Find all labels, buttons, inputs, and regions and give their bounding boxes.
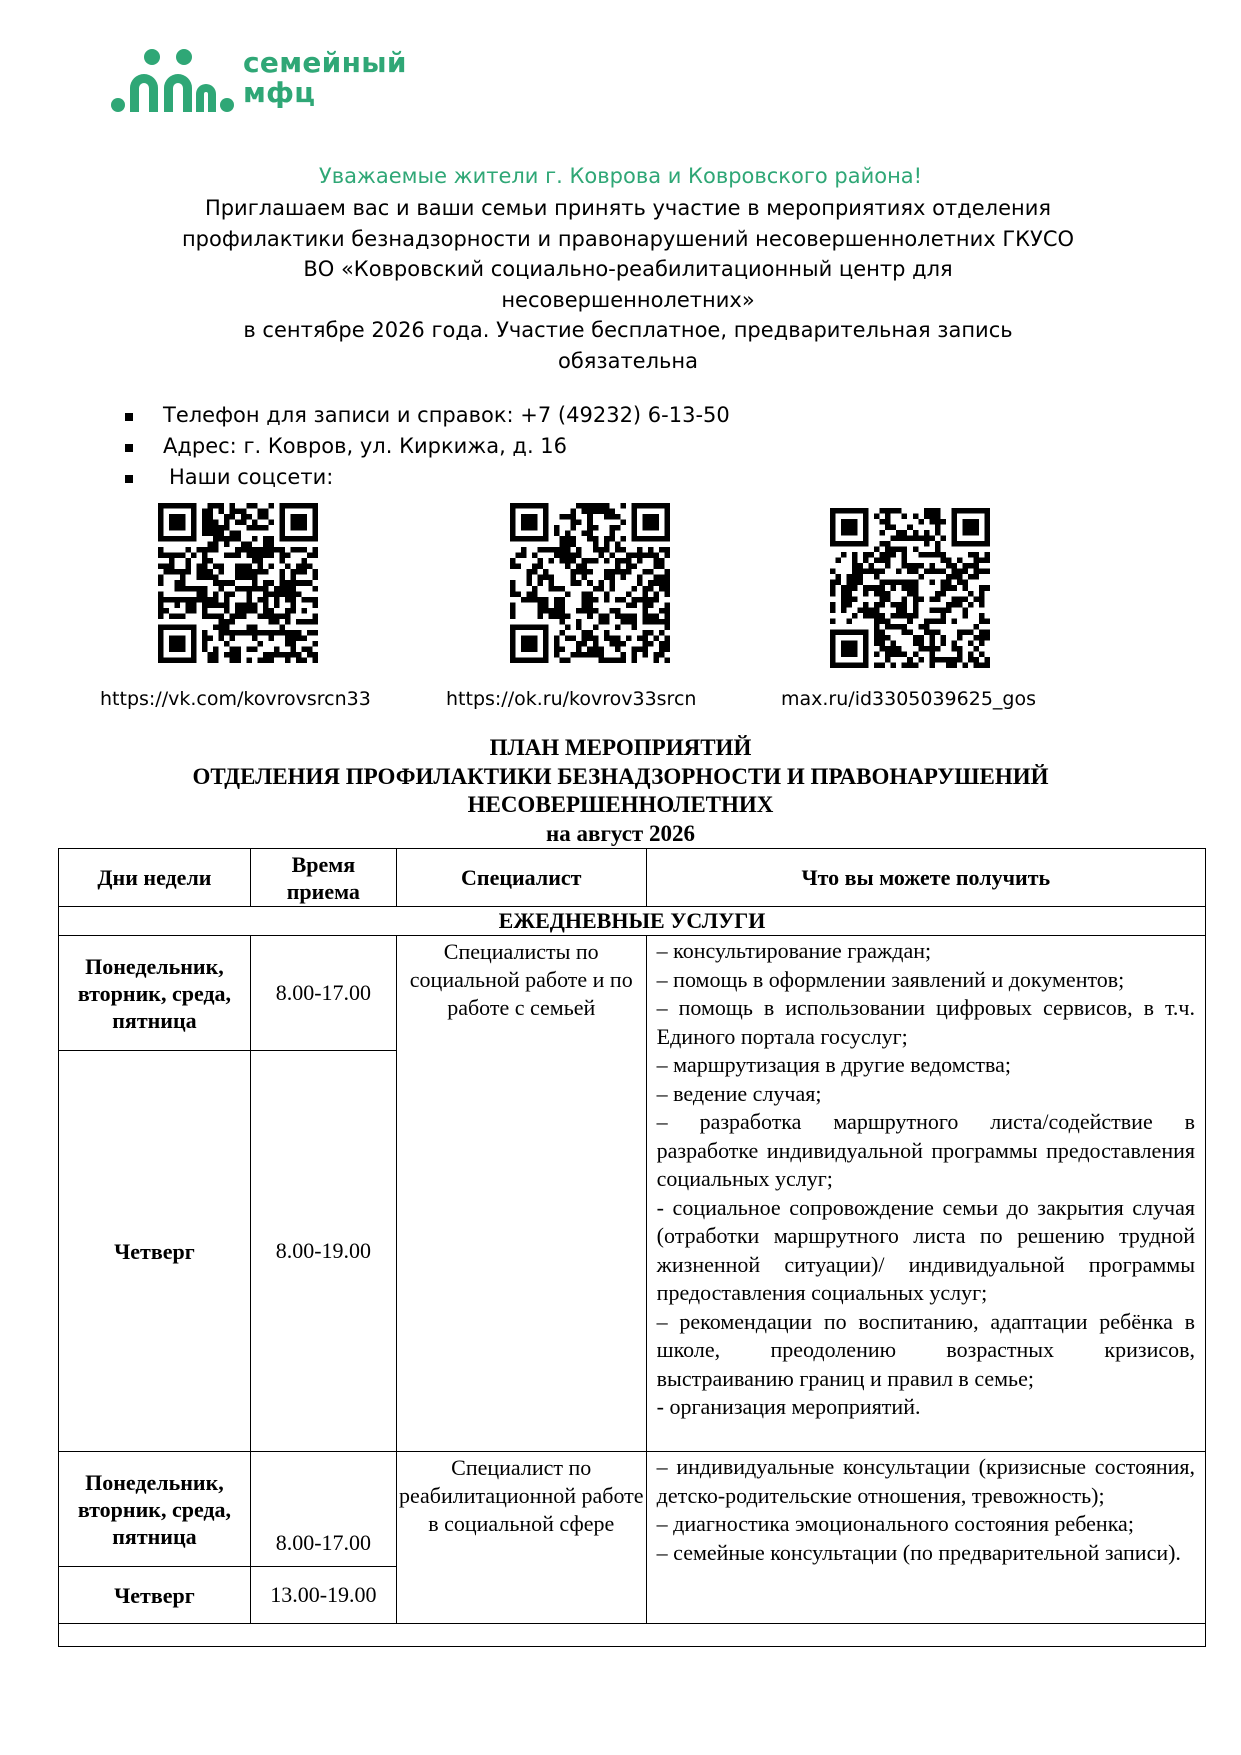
bullet-icon [125, 413, 133, 421]
service-item: – маршрутизация в другие ведомства; [656, 1052, 1012, 1077]
address-label: Адрес: [163, 434, 237, 458]
empty-row [59, 1624, 1206, 1647]
phone-value[interactable]: +7 (49232) 6-13-50 [513, 403, 730, 427]
days-cell: Четверг [59, 1567, 251, 1624]
vk-link[interactable]: https://vk.com/kovrovsrcn33 [100, 688, 371, 710]
time-cell: 8.00-17.00 [250, 1452, 396, 1567]
intro-line: ВО «Ковровский социально-реабилитационный центр для [303, 257, 953, 281]
greeting: Уважаемые жители г. Коврова и Ковровского района! [318, 164, 923, 188]
contacts-list [125, 400, 730, 493]
table-row [59, 1452, 1206, 1567]
column-header-time: Время приема [250, 849, 396, 907]
service-item: - организация мероприятий. [656, 1394, 921, 1419]
plan-title-line: ОТДЕЛЕНИЯ ПРОФИЛАКТИКИ БЕЗНАДЗОРНОСТИ И ПРАВОНАРУШЕНИЙ [192, 763, 1049, 789]
family-logo-icon [110, 48, 235, 114]
contact-phone [125, 400, 730, 431]
schedule-table [58, 848, 1206, 1647]
empty-cell [59, 1624, 1206, 1647]
intro-line: Приглашаем вас и ваши семьи принять участие в мероприятиях отделения [204, 196, 1052, 220]
table-header-row [59, 849, 1206, 907]
service-item: – консультирование граждан; [656, 938, 932, 963]
logo [110, 44, 450, 114]
contact-address [125, 431, 730, 462]
service-item: – разработка маршрутного листа/содействие в разработке индивидуальной программы предоставления социальных услуг; [656, 1109, 1195, 1191]
contact-social [125, 462, 730, 493]
services-cell [646, 936, 1205, 1452]
plan-title [0, 734, 1241, 848]
service-item: – индивидуальные консультации (кризисные состояния, детско-родительские отношения, тревожность); [656, 1454, 1195, 1508]
specialist-cell: Специалисты по социальной работе и по работе с семьей [396, 936, 646, 1452]
time-cell: 13.00-19.00 [250, 1567, 396, 1624]
column-header-services: Что вы можете получить [646, 849, 1205, 907]
logo-line-2: мфц [243, 76, 316, 109]
service-item: – семейные консультации (по предварительной записи). [656, 1539, 1181, 1565]
time-cell: 8.00-19.00 [250, 1051, 396, 1452]
intro-line: обязательна [557, 348, 699, 373]
ok-link[interactable]: https://ok.ru/kovrov33srcn [446, 688, 697, 710]
qr-code-icon[interactable] [830, 508, 990, 668]
plan-title-line: НЕСОВЕРШЕННОЛЕТНИХ [467, 792, 774, 817]
qr-code-icon[interactable] [158, 503, 318, 663]
column-header-days: Дни недели [59, 849, 251, 907]
service-item: – ведение случая; [656, 1080, 822, 1106]
service-item: – диагностика эмоционального состояния ребенка; [656, 1511, 1134, 1536]
max-link[interactable]: max.ru/id3305039625_gos [781, 688, 1036, 710]
logo-line-1: семейный [243, 46, 407, 79]
logo-text [243, 48, 407, 108]
intro-line: профилактики безнадзорности и правонарушений несовершеннолетних ГКУСО [181, 226, 1075, 251]
service-item: - социальное сопровождение семьи до закрытия случая (отработки маршрутного листа по решению трудной жизненной ситуации)/ индивидуальной программы предоставления социальных услуг; [656, 1194, 1195, 1305]
bullet-icon [125, 444, 133, 452]
address-value: г. Ковров, ул. Киркижа, д. 16 [236, 434, 568, 458]
intro-line: несовершеннолетних» [501, 287, 755, 312]
services-cell [646, 1452, 1205, 1624]
days-cell: Четверг [59, 1051, 251, 1452]
social-label: Наши соцсети: [169, 465, 334, 489]
time-cell: 8.00-17.00 [250, 936, 396, 1051]
intro-line: в сентябре 2026 года. Участие бесплатное, предварительная запись [243, 318, 1013, 342]
bullet-icon [125, 475, 133, 483]
phone-label: Телефон для записи и справок: [163, 403, 514, 427]
qr-code-icon[interactable] [510, 503, 670, 663]
intro-text [88, 193, 1168, 376]
table-row [59, 936, 1206, 1051]
section-title: ЕЖЕДНЕВНЫЕ УСЛУГИ [59, 907, 1206, 936]
service-item: – рекомендации по воспитанию, адаптации ребёнка в школе, преодолению возрастных кризисов, выстраиванию границ и правил в семье; [656, 1308, 1195, 1391]
service-item: – помощь в использовании цифровых сервисов, в т.ч. Единого портала госуслуг; [656, 995, 1195, 1049]
section-row [59, 907, 1206, 936]
days-cell: Понедельник, вторник, среда, пятница [59, 936, 251, 1051]
column-header-specialist: Специалист [396, 849, 646, 907]
specialist-cell: Специалист по реабилитационной работе в социальной сфере [396, 1452, 646, 1624]
plan-title-line: ПЛАН МЕРОПРИЯТИЙ [489, 735, 752, 760]
service-item: – помощь в оформлении заявлений и документов; [656, 966, 1125, 992]
days-cell: Понедельник, вторник, среда, пятница [59, 1452, 251, 1567]
plan-title-line: на август 2026 [546, 820, 695, 846]
